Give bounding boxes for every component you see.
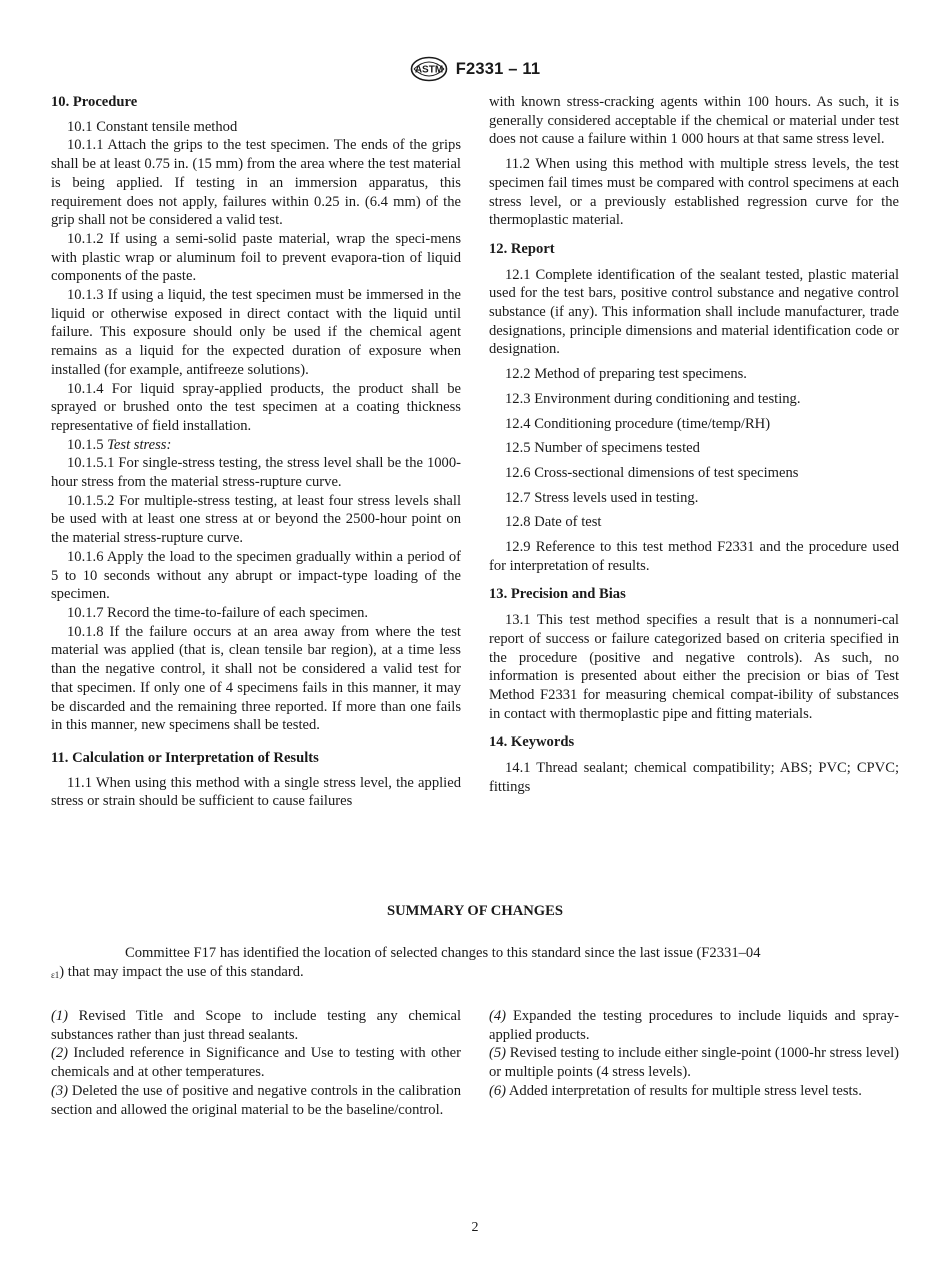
changes-list-left — [51, 1007, 461, 1119]
para-10-1-2: 10.1.2 If using a semi-solid paste material, wrap the speci-mens with plastic wrap or aluminum foil to prevent evapora-tion of liquid components of the paste. — [51, 230, 461, 285]
para-10-1-5-number: 10.1.5 — [67, 436, 104, 453]
para-11-1: 11.1 When using this method with a single stress level, the applied stress or strain should be sufficient to cause failures — [51, 774, 461, 810]
page-header — [0, 56, 950, 82]
para-10-1-5-1: 10.1.5.1 For single-stress testing, the stress level shall be the 1000-hour stress from the material stress-rupture curve. — [51, 455, 461, 491]
para-10-1-5 — [51, 436, 461, 455]
change-number: (3) — [51, 1082, 69, 1099]
para-10-1-5-title: Test stress: — [107, 436, 172, 453]
change-item — [489, 1082, 899, 1101]
change-number: (4) — [489, 1008, 507, 1024]
changes-list-right — [489, 1007, 899, 1101]
document-id: F2331 – 11 — [455, 59, 541, 78]
para-12-9: 12.9 Reference to this test method F2331 and the procedure used for interpretation of results. — [489, 539, 899, 574]
left-column — [51, 93, 461, 811]
para-10-1-3: 10.1.3 If using a liquid, the test specimen must be immersed in the liquid or otherwise exposed in direct contact with the liquid until failure. This exposure should only be used if the chemical agent remains as a liquid for the expected duration of exposure when installed (for example, antifreeze solutions). — [51, 287, 461, 378]
change-text: Expanded the testing procedures to include liquids and spray-applied products. — [489, 1008, 899, 1043]
change-item — [489, 1007, 899, 1044]
para-10-1-4: 10.1.4 For liquid spray-applied products, the product shall be sprayed or brushed onto the test specimen at a coating thickness representative of field installation. — [51, 380, 461, 434]
para-10-1-5-2: 10.1.5.2 For multiple-stress testing, at least four stress levels shall be used with at least one stress at or beyond the 2500-hour point on the material stress-rupture curve. — [51, 492, 461, 547]
astm-logo-icon — [410, 56, 448, 82]
para-12-7: 12.7 Stress levels used in testing. — [505, 489, 699, 506]
change-item — [51, 1007, 461, 1044]
page-number: 2 — [471, 1220, 479, 1235]
change-text: Added interpretation of results for multiple stress level tests. — [506, 1082, 862, 1099]
para-11-2: 11.2 When using this method with multiple stress levels, the test specimen fail times must be compared with control specimens at each stress level, or a previously established regression curve for the thermoplastic material. — [489, 156, 899, 229]
para-12-2: 12.2 Method of preparing test specimens. — [505, 366, 747, 383]
section-14-heading: 14. Keywords — [489, 734, 575, 751]
para-12-8: 12.8 Date of test — [505, 514, 602, 531]
change-item — [51, 1044, 461, 1081]
section-13-heading: 13. Precision and Bias — [489, 586, 626, 603]
para-11-1-continued: with known stress-cracking agents within 100 hours. As such, it is generally considered acceptable if the chemical or material under test does not cause a failure within 1 000 hours at that same stress level. — [489, 94, 899, 148]
section-11-heading: 11. Calculation or Interpretation of Results — [51, 749, 319, 766]
change-number: (2) — [51, 1045, 69, 1062]
logo-text: ASTM — [414, 64, 443, 76]
section-12-heading: 12. Report — [489, 240, 555, 257]
summary-intro-text-a: Committee F17 has identified the location of selected changes to this standard since the last issue (F2331–04 — [125, 945, 761, 961]
summary-intro-subscript: ε1 — [51, 969, 60, 980]
change-number: (1) — [51, 1008, 69, 1024]
para-12-6: 12.6 Cross-sectional dimensions of test specimens — [505, 464, 799, 481]
para-10-1: 10.1 Constant tensile method — [67, 118, 238, 135]
para-10-1-8: 10.1.8 If the failure occurs at an area away from where the test material was applied (that is, clean tensile bar region), at a time less than the negative control, it shall not be considered a valid test for that specimen. If only one of 4 specimens fails in this manner, it may be discarded and the remaining three reported. If more than one fails in this manner, new specimens shall be tested. — [51, 623, 461, 734]
change-text: Revised testing to include either single-point (1000-hr stress level) or multiple points (4 stress levels). — [489, 1045, 899, 1081]
change-text: Revised Title and Scope to include testing any chemical substances rather than just thread sealants. — [51, 1008, 461, 1043]
summary-intro — [51, 944, 901, 984]
para-14-1: 14.1 Thread sealant; chemical compatibility; ABS; PVC; CPVC; fittings — [489, 760, 899, 795]
change-text: Deleted the use of positive and negative controls in the calibration section and allowed the original material to be the baseline/control. — [51, 1082, 461, 1118]
section-10-heading: 10. Procedure — [51, 94, 138, 110]
change-number: (5) — [489, 1045, 507, 1062]
para-10-1-7: 10.1.7 Record the time-to-failure of each specimen. — [67, 604, 369, 621]
change-text: Included reference in Significance and Use to testing with other chemicals and at other temperatures. — [51, 1045, 461, 1081]
para-12-3: 12.3 Environment during conditioning and testing. — [505, 390, 801, 407]
para-10-1-1: 10.1.1 Attach the grips to the test specimen. The ends of the grips shall be at least 0.75 in. (15 mm) from the area where the test material is being applied. If testing in an immersion apparatus, this requirement does not apply, failures within 0.25 in. (6.4 mm) of the grip shall not be considered a valid test. — [51, 137, 461, 229]
para-10-1-6: 10.1.6 Apply the load to the specimen gradually within a period of 5 to 10 seconds without any abrupt or impact-type loading of the specimen. — [51, 548, 461, 603]
summary-intro-text-b: ) that may impact the use of this standard. — [59, 963, 304, 980]
right-column — [489, 93, 899, 797]
summary-of-changes-title: SUMMARY OF CHANGES — [387, 903, 563, 919]
change-item — [489, 1044, 899, 1081]
change-item — [51, 1082, 461, 1119]
para-13-1: 13.1 This test method specifies a result that is a nonnumeri-cal report of success or failure categorized based on criteria specified in the procedure (positive and negative controls). As such, no information is presented about either the precision or bias of Test Method F2331 for measuring chemical compat-ibility of substances in contact with thermoplastic pipe and fitting materials. — [489, 612, 899, 722]
para-12-1: 12.1 Complete identification of the sealant tested, plastic material used for the test bars, positive control substance and negative control substance (if any). This information shall include manufacturer, trade designations, principle dimensions and material identification code or designation. — [489, 266, 899, 358]
change-number: (6) — [489, 1082, 507, 1099]
para-12-5: 12.5 Number of specimens tested — [505, 440, 700, 457]
para-12-4: 12.4 Conditioning procedure (time/temp/RH) — [505, 415, 771, 432]
